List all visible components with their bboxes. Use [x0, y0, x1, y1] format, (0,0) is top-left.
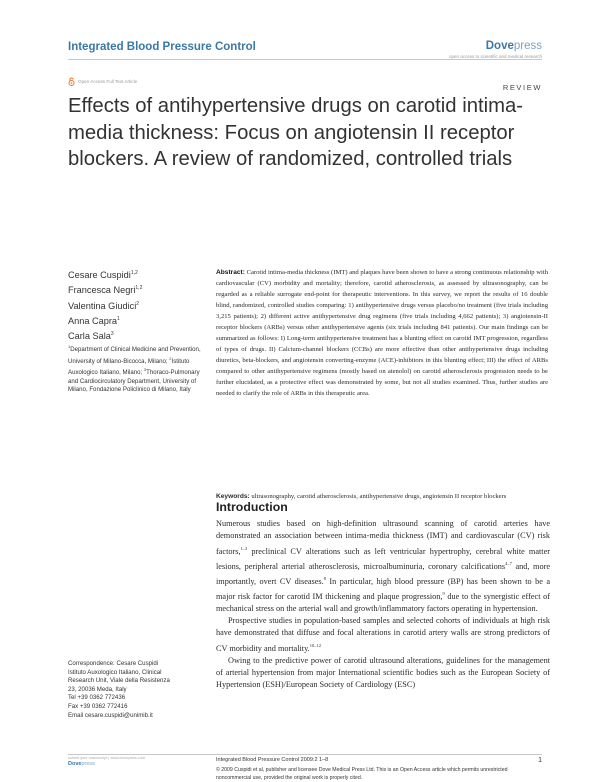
publisher-name-strong: Dove — [485, 40, 514, 52]
paragraph: Numerous studies based on high-definition ultrasound scanning of carotid arteries have demonstrated an association between intima-media thickness (IMT) and cardiovascular (CV) risk factors,$^{1-3}$ preclinical CV alterations such as left ventricular hypertrophy, cerebral white matter lesions, peripheral arterial atherosclerosis, microalbuminuria, coronary calcifications$^{4-7}$ and, more importantly, overt CV diseases.$^8$ In particular, high blood pressure (BP) has been shown to be a major risk factor for carotid IM thickening and plaque progression,$^9$ due to the synergistic effect of mechanical stress on the arterial wall and growth/inflammatory factors operating in hypertension. — [216, 519, 551, 613]
abstract-label: Abstract: — [216, 269, 245, 276]
keywords-text: ultrasonography, carotid atherosclerosis, antihypertensive drugs, angiotensin II receptor blockers — [249, 493, 507, 500]
introduction-body — [216, 518, 550, 692]
submit-link[interactable]: submit your manuscript | www.dovepress.com — [68, 756, 146, 760]
author: Francesca Negri$^{1,2}$ — [68, 285, 143, 296]
paragraph: Owing to the predictive power of carotid ultrasound alterations, guidelines for the management of arterial hypertension from major International scientific bodies such as the European Society of Hypertension (ESH)/European Society of Cardiology (ESC) — [216, 655, 550, 690]
article-type: REVIEW — [502, 83, 542, 92]
publisher-logo — [449, 40, 542, 59]
abstract-text: Carotid intima-media thickness (IMT) and plaques have been shown to have a strong continuous relationship with cardiovascular (CV) morbidity and mortality; therefore, carotid atherosclerosis, as assessed by ultrasonography, can be regarded as a reliable surrogate end-point for therapeutic interventions. In this survey, we report the results of 16 double blind, randomized, controlled studies comparing: 1) antihypertensive drugs versus placebo/no treatment (five trials including 3,215 patients); 2) different active antihypertensive drug regimens (five trials including 4,662 patients); 3) angiotensin-II receptor blockers (ARBs) versus other antihypertensive agents (six trials including 841 patients). Our main findings can be summarized as follows: I) Long-term antihypertensive treatment has a blunting effect on carotid IMT progression, regardless of types of drugs. II) Calcium-channel blockers (CCBs) are more effective than other antihypertensive drugs including diuretics, beta-blockers, and angiotensin converting-enzyme (ACE)-inhibitors in this blunting effect; III) the effect of ARBs compared to other antihypertensive regimens (mostly based on atenolol) on carotid atherosclerosis progression needs to be further elucidated, as a protective effect was demonstrated by some, but not all studies examined. Thus, further studies are needed to clarify the role of ARBs in this therapeutic area. — [216, 269, 548, 397]
keywords-label: Keywords: — [216, 493, 250, 500]
page-number: 1 — [538, 757, 542, 764]
footer-copyright: © 2009 Cuspidi et al, publisher and licensee Dove Medical Press Ltd. This is an Open Access article which permits unrestricted noncommercial use, provided the original work is properly cited. — [216, 767, 508, 781]
publisher-tagline: open access to scientific and medical research — [448, 54, 542, 59]
author: Carla Sala$^3$ — [68, 331, 114, 342]
footer-journal-ref: Integrated Blood Pressure Control 2009:2 1–8 — [216, 757, 329, 763]
header-divider — [68, 59, 542, 60]
publisher-name-light: press — [513, 40, 542, 52]
author: Valentina Giudici$^2$ — [68, 300, 140, 311]
affiliations: $^1$Department of Clinical Medicine and Prevention, University of Milano-Bicocca, Milano; $^2$Istituto Auxologico Italiano, Milano; $^3$Thoraco-Pulmonary and Cardiocirculatory Department, University of Milano, Fondazione Policlinico di Milano, Italy — [68, 344, 201, 394]
correspondence: Correspondence: Cesare Cuspidi Istituto Auxologico Italiano, Clinical Research Unit, Viale della Resistenza 23, 20036 Meda, Italy Tel +39 0362 772436 Fax +39 0362 772416 Email cesare.cuspidi@unimib.it — [68, 660, 202, 720]
article-title: Effects of antihypertensive drugs on carotid intima-media thickness: Focus on angiotensin II receptor blockers. A review of randomized, controlled trials — [68, 95, 524, 171]
email-link[interactable]: Email cesare.cuspidi@unimib.it — [68, 711, 153, 719]
open-access-label: Open Access Full Text Article — [78, 79, 138, 84]
footer-left — [68, 755, 145, 767]
author: Cesare Cuspidi$^{1,2}$ — [68, 270, 138, 281]
open-access-icon — [68, 77, 75, 86]
open-access-badge — [68, 77, 137, 86]
abstract — [216, 267, 548, 399]
footer-logo: Dovepress — [68, 761, 95, 767]
section-heading-introduction: Introduction — [216, 500, 288, 514]
author-list — [68, 267, 142, 343]
journal-title: Integrated Blood Pressure Control — [68, 41, 256, 53]
author: Anna Capra$^1$ — [68, 315, 120, 326]
paragraph: Prospective studies in population-based samples and selected cohorts of individuals at high risk have demonstrated that diffuse and focal alterations in carotid artery walls are strong predictors of CV morbidity and mortality.$^{10-12}$ — [216, 616, 550, 653]
